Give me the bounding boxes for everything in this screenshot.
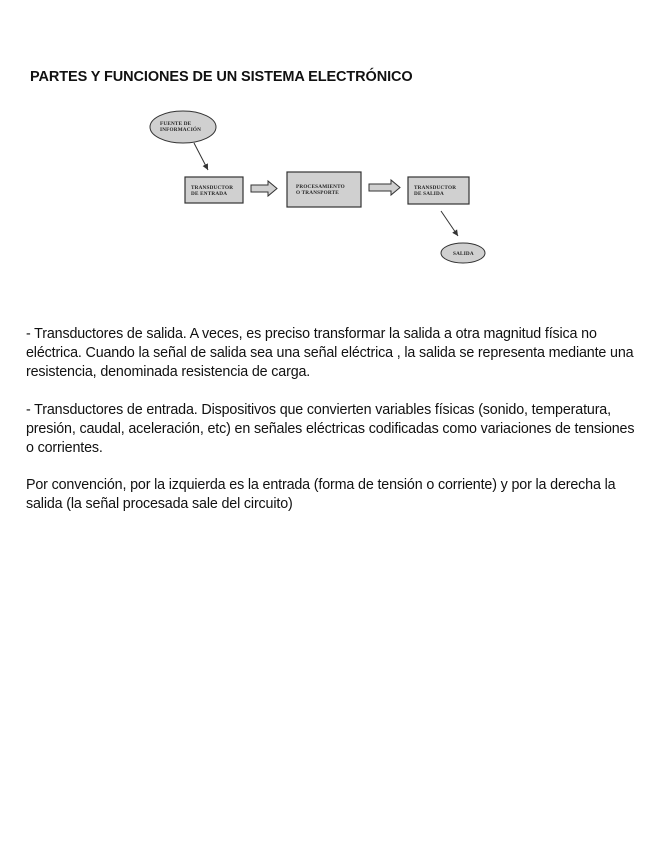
processing-label-line2: O TRANSPORTE — [296, 190, 339, 196]
arrow-source-to-input — [194, 143, 208, 170]
system-diagram — [0, 0, 656, 300]
output-transducer-node — [408, 177, 469, 204]
source-label-line1: FUENTE DE — [160, 121, 192, 127]
arrow-output-to-salida — [441, 211, 458, 236]
output-transducer-label-line2: DE SALIDA — [414, 191, 444, 197]
processing-node — [287, 172, 361, 207]
input-transducer-label-line1: TRANSDUCTOR — [191, 185, 234, 191]
block-arrow-processing-to-output — [369, 180, 400, 195]
page-title: PARTES Y FUNCIONES DE UN SISTEMA ELECTRÓNICO — [30, 69, 413, 85]
paragraph-output-transducers: - Transductores de salida. A veces, es preciso transformar la salida a otra magnitud física no eléctrica. Cuando la señal de salida sea una señal eléctrica , la salida se representa mediante una resistencia, denominada resistencia de carga. — [26, 326, 634, 380]
processing-label-line1: PROCESAMIENTO — [296, 184, 345, 190]
output-node — [441, 243, 485, 263]
paragraph-convention: Por convención, por la izquierda es la entrada (forma de tensión o corriente) y por la derecha la salida (la señal procesada sale del circuito) — [26, 477, 616, 512]
source-node — [150, 111, 216, 143]
source-label-line2: INFORMACIÓN — [160, 127, 202, 133]
input-transducer-label-line2: DE ENTRADA — [191, 191, 228, 197]
paragraph-input-transducers: - Transductores de entrada. Dispositivos que convierten variables físicas (sonido, temperatura, presión, caudal, aceleración, etc) en señales eléctricas codificadas como variaciones de tensiones o corrientes. — [26, 402, 635, 456]
output-transducer-label-line1: TRANSDUCTOR — [414, 185, 457, 191]
input-transducer-node — [185, 177, 243, 203]
block-arrow-input-to-processing — [251, 181, 277, 196]
output-label: SALIDA — [453, 251, 474, 257]
